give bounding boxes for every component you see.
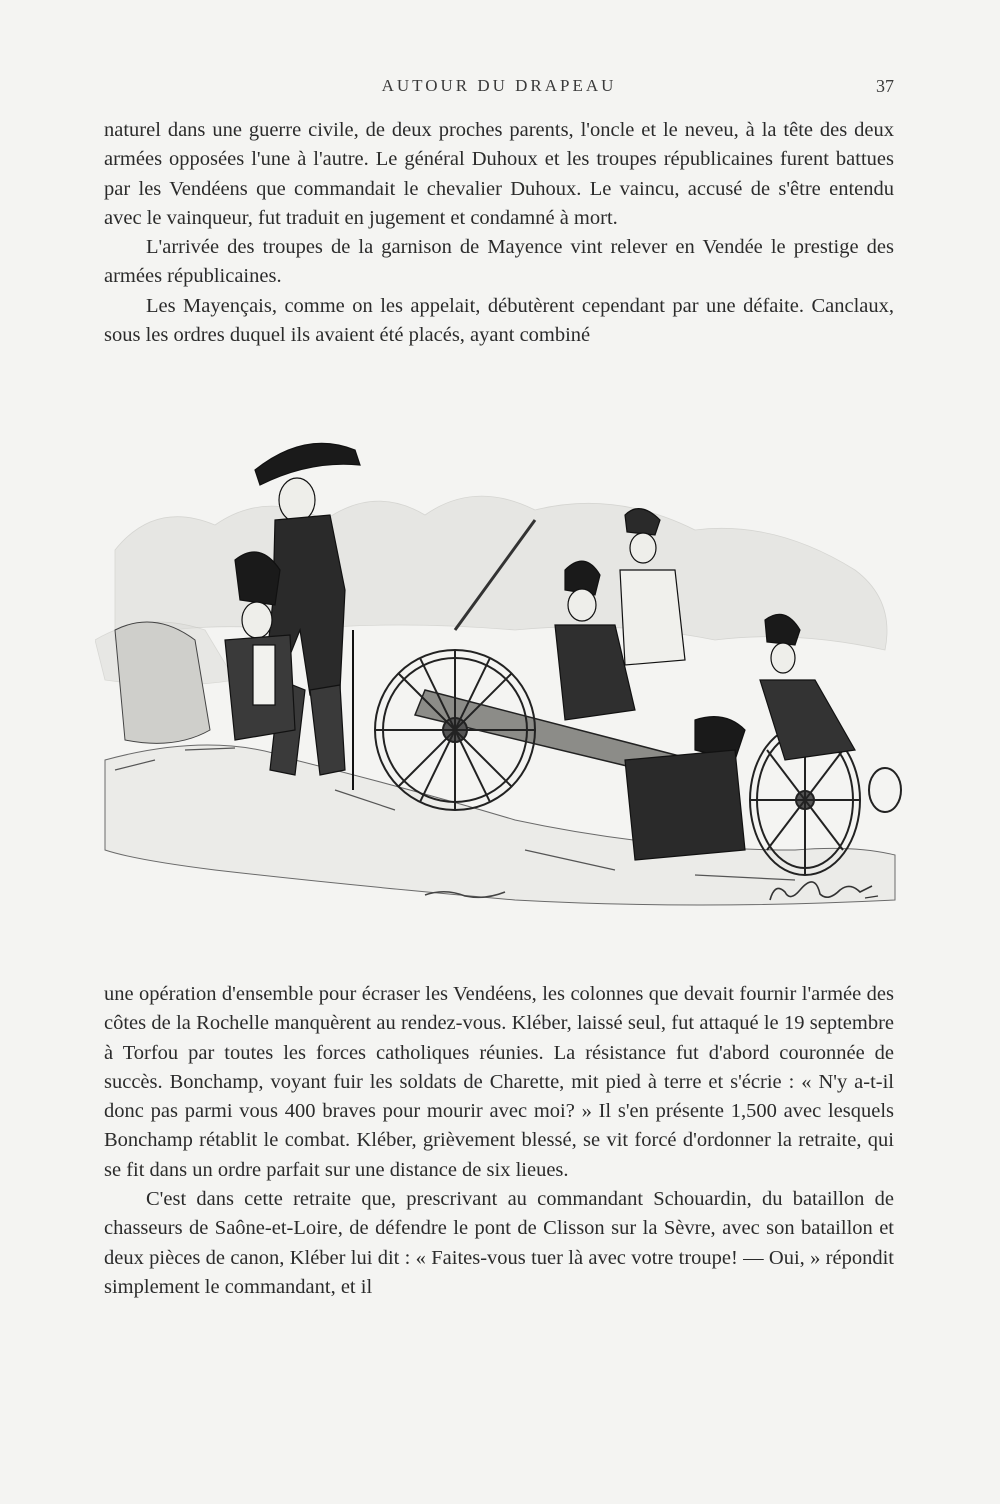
- soldiers-cannon-drawing: [95, 430, 905, 930]
- paragraph: naturel dans une guerre civile, de deux proches parents, l'oncle et le neveu, à la tête des deux armées opposées l'une à l'autre. Le général Duhoux et les troupes républicaines furent battues par les Vendéens que commandait le chevalier Duhoux. Le vaincu, accusé de s'être entendu avec le vainqueur, fut traduit en jugement et condamné à mort.: [104, 119, 894, 229]
- running-title: AUTOUR DU DRAPEAU: [381, 76, 617, 95]
- bottom-text-block: [104, 980, 894, 1302]
- paragraph: L'arrivée des troupes de la garnison de Mayence vint relever en Vendée le prestige des armées républicaines.: [104, 236, 894, 288]
- top-text-block: [104, 116, 894, 350]
- running-head: [104, 76, 894, 104]
- paragraph: Les Mayençais, comme on les appelait, débutèrent cependant par une défaite. Canclaux, sous les ordres duquel ils avaient été placés, ayant combiné: [104, 294, 894, 347]
- paragraph: une opération d'ensemble pour écraser les Vendéens, les colonnes que devait fournir l'armée des côtes de la Rochelle manquèrent au rendez-vous. Kléber, laissé seul, fut attaqué le 19 septembre à Torfou par toutes les forces catholiques réunies. La résistance fut d'abord couronnée de succès. Bonchamp, voyant fuir les soldats de Charette, mit pied à terre et s'écrie : « N'y a-t-il donc pas parmi vous 400 braves pour mourir avec moi? » Il s'en présente 1,500 avec lesquels Bonchamp rétablit le combat. Kléber, grièvement blessé, se vit forcé d'ordonner la retraite, qui se fit dans un ordre parfait sur une distance de six lieues.: [104, 983, 894, 1181]
- artist-signature: [760, 862, 890, 912]
- engraving-illustration: [95, 430, 905, 930]
- paragraph: C'est dans cette retraite que, prescrivant au commandant Schouardin, du bataillon de chasseurs de Saône-et-Loire, de défendre le pont de Clisson sur la Sèvre, avec son bataillon et deux pièces de canon, Kléber lui dit : « Faites-vous tuer là avec votre troupe! — Oui, » répondit simplement le commandant, et il: [104, 1188, 894, 1298]
- page-number: 37: [876, 76, 894, 96]
